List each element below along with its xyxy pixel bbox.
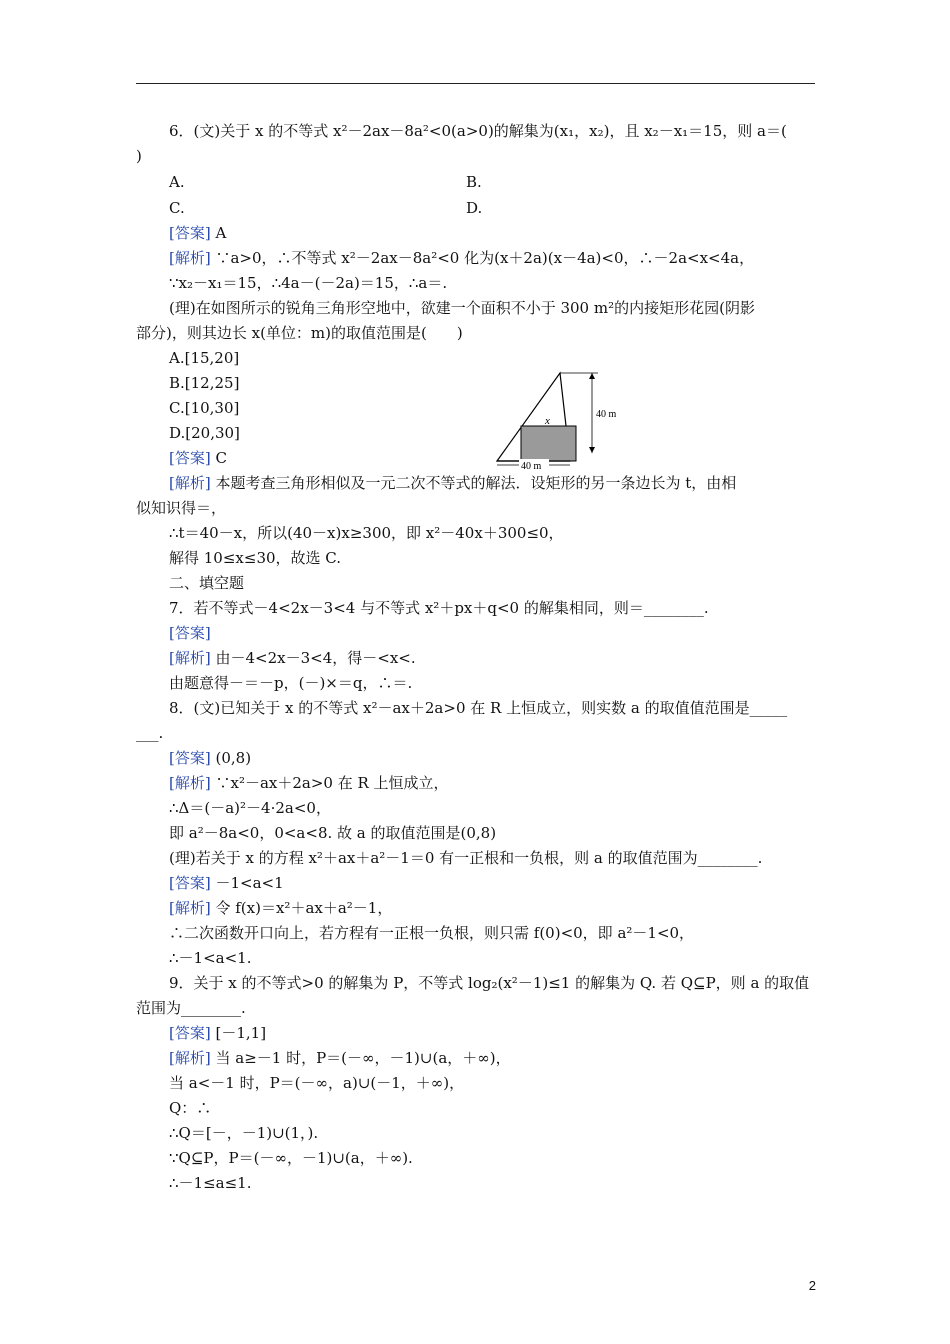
text-line xyxy=(169,523,564,543)
line-text: ) xyxy=(136,147,142,165)
text-line xyxy=(169,198,185,218)
text-line xyxy=(136,146,142,166)
text-line xyxy=(169,823,496,843)
line-text: [－1,1] xyxy=(210,1024,267,1042)
header-rule xyxy=(136,83,815,84)
line-text: 范围为________. xyxy=(136,999,246,1017)
text-line xyxy=(169,273,447,293)
section-tag: [答案] xyxy=(169,224,211,242)
line-text: ∴Q＝[－，－1)∪(1，). xyxy=(169,1124,319,1142)
line-text: C. xyxy=(169,199,185,217)
section-tag: [答案] xyxy=(169,749,211,767)
section-tag: [解析] xyxy=(169,649,211,667)
triangle-figure xyxy=(490,368,617,472)
text-line xyxy=(169,1023,266,1043)
line-text: 9．关于 x 的不等式>0 的解集为 P，不等式 log₂(x²－1)≤1 的解集为 Q. 若 Q⊆P，则 a 的取值 xyxy=(169,974,810,992)
line-text: ∴Δ＝(－a)²－4·2a<0， xyxy=(169,799,331,817)
arrow-down-icon xyxy=(589,447,595,453)
section-tag: [答案] xyxy=(169,449,211,467)
inscribed-rectangle xyxy=(521,426,576,461)
line-text: C xyxy=(210,449,227,467)
text-line xyxy=(169,248,754,268)
line-text: 由题意得－＝－p，(－)×＝q，∴＝. xyxy=(169,674,413,692)
line-text: 令 f(x)＝x²＋ax＋a²－1， xyxy=(210,899,393,917)
text-line xyxy=(169,172,185,192)
text-line xyxy=(169,673,412,693)
line-text: 解得 10≤x≤30，故选 C. xyxy=(169,549,342,567)
text-line xyxy=(169,623,211,643)
line-text: ∵Q⊆P，P＝(－∞，－1)∪(a，＋∞). xyxy=(169,1149,413,1167)
text-line xyxy=(136,498,226,518)
text-line xyxy=(169,448,227,468)
line-text: ∴－1≤a≤1. xyxy=(169,1174,252,1192)
text-line xyxy=(169,973,809,993)
text-line xyxy=(169,298,755,318)
text-line xyxy=(169,573,244,593)
label-height: 40 m xyxy=(596,409,617,420)
line-text: A.[15,20] xyxy=(169,349,240,367)
line-text: －1<a<1 xyxy=(210,874,284,892)
label-base: 40 m xyxy=(521,461,542,472)
section-tag: [解析] xyxy=(169,1049,211,1067)
line-text: ∵x²－ax＋2a>0 在 R 上恒成立， xyxy=(210,774,449,792)
line-text: 7．若不等式－4<2x－3<4 与不等式 x²＋px＋q<0 的解集相同，则＝________. xyxy=(169,599,709,617)
line-text: (理)若关于 x 的方程 x²＋ax＋a²－1＝0 有一正根和一负根，则 a 的取值范围为________. xyxy=(169,849,763,867)
text-line xyxy=(169,348,239,368)
section-tag: [解析] xyxy=(169,899,211,917)
line-text: 本题考查三角形相似及一元二次不等式的解法．设矩形的另一条边长为 t，由相 xyxy=(210,474,737,492)
line-text: 当 a≥－1 时，P＝(－∞，－1)∪(a，＋∞)， xyxy=(210,1049,511,1067)
section-tag: [解析] xyxy=(169,774,211,792)
text-line xyxy=(169,121,787,141)
text-line xyxy=(169,1148,413,1168)
text-line xyxy=(169,1123,318,1143)
label-x: x xyxy=(545,415,550,427)
text-line xyxy=(169,848,762,868)
line-text: C.[10,30] xyxy=(169,399,240,417)
text-line xyxy=(169,773,449,793)
text-line xyxy=(169,798,331,818)
text-line xyxy=(169,1173,251,1193)
line-text: Q：∴ xyxy=(169,1099,212,1117)
section-tag: [答案] xyxy=(169,1024,211,1042)
text-line xyxy=(466,172,482,192)
line-text: (0,8) xyxy=(210,749,252,767)
text-line xyxy=(169,923,694,943)
text-line xyxy=(169,548,341,568)
text-line xyxy=(136,998,246,1018)
text-line xyxy=(136,323,463,343)
line-text: D. xyxy=(466,199,483,217)
text-line xyxy=(466,198,482,218)
text-line xyxy=(169,223,226,243)
line-text: ∴二次函数开口向上，若方程有一正根一负根，则只需 f(0)<0，即 a²－1<0， xyxy=(169,924,695,942)
text-line xyxy=(169,398,239,418)
line-text: ∴－1<a<1. xyxy=(169,949,252,967)
text-line xyxy=(169,698,787,718)
page-number: 2 xyxy=(808,1278,816,1293)
line-text: 即 a²－8a<0，0<a<8. 故 a 的取值范围是(0,8) xyxy=(169,824,497,842)
text-line xyxy=(169,373,239,393)
line-text: 部分)，则其边长 x(单位：m)的取值范围是( ) xyxy=(136,324,463,342)
text-line xyxy=(169,898,392,918)
line-text: ∵x₂－x₁＝15，∴4a－(－2a)＝15，∴a＝. xyxy=(169,274,448,292)
line-text: A. xyxy=(169,173,185,191)
line-text: 6．(文)关于 x 的不等式 x²－2ax－8a²<0(a>0)的解集为(x₁，x₂)，且 x₂－x₁＝15，则 a＝( xyxy=(169,122,787,140)
section-tag: [解析] xyxy=(169,249,211,267)
text-line xyxy=(169,1073,464,1093)
line-text: ∴t＝40－x，所以(40－x)x≥300，即 x²－40x＋300≤0， xyxy=(169,524,564,542)
text-line xyxy=(169,598,709,618)
text-line xyxy=(169,1098,211,1118)
line-text: B. xyxy=(466,173,482,191)
line-text: (理)在如图所示的锐角三角形空地中，欲建一个面积不小于 300 m²的内接矩形花园(阴影 xyxy=(169,299,755,317)
text-line xyxy=(169,873,284,893)
arrow-up-icon xyxy=(589,373,595,379)
line-text: 由－4<2x－3<4，得－<x<. xyxy=(210,649,416,667)
text-line xyxy=(169,473,736,493)
line-text: 二、填空题 xyxy=(169,574,245,592)
line-text: B.[12,25] xyxy=(169,374,240,392)
text-line xyxy=(169,1048,511,1068)
text-line xyxy=(169,948,251,968)
line-text: 当 a<－1 时，P＝(－∞，a)∪(－1，＋∞)， xyxy=(169,1074,465,1092)
text-line xyxy=(136,723,163,743)
text-line xyxy=(169,648,416,668)
section-tag: [答案] xyxy=(169,624,211,642)
line-text: 似知识得＝， xyxy=(136,499,227,517)
text-line xyxy=(169,423,240,443)
line-text: 8．(文)已知关于 x 的不等式 x²－ax＋2a>0 在 R 上恒成立，则实数 a 的取值值范围是_____ xyxy=(169,699,788,717)
text-line xyxy=(169,748,251,768)
line-text: D.[20,30] xyxy=(169,424,240,442)
section-tag: [答案] xyxy=(169,874,211,892)
line-text: ∵a>0，∴不等式 x²－2ax－8a²<0 化为(x＋2a)(x－4a)<0，∴－2a<x<4a， xyxy=(210,249,755,267)
line-text: ___. xyxy=(136,724,164,742)
section-tag: [解析] xyxy=(169,474,211,492)
line-text: A xyxy=(210,224,227,242)
